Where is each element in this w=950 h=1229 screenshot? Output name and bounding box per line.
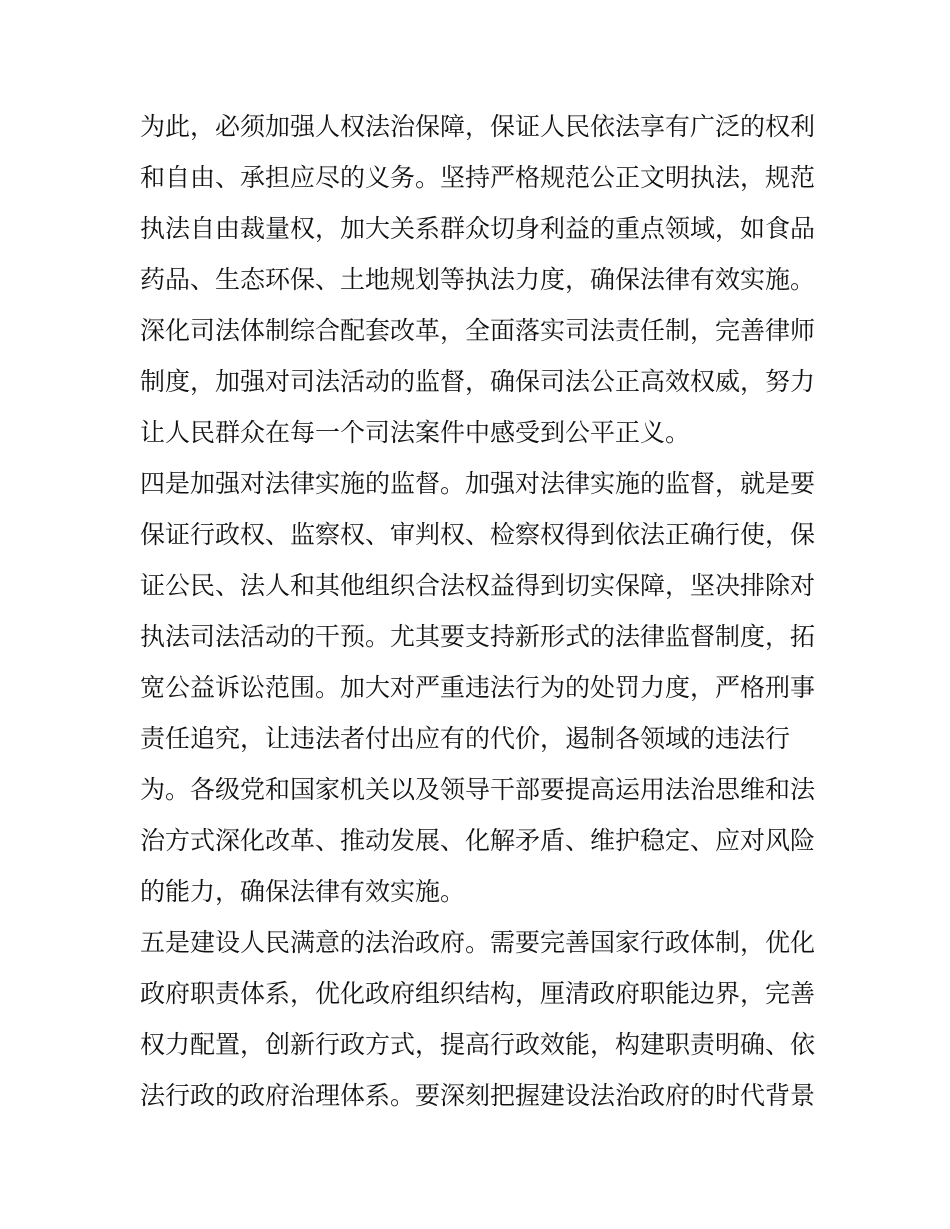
text-line: 责任追究，让违法者付出应有的代价，遏制各领域的违法行 xyxy=(140,724,791,753)
text-line: 四是加强对法律实施的监督。加强对法律实施的监督，就是要 xyxy=(140,469,815,498)
text-line: 证公民、法人和其他组织合法权益得到切实保障，坚决排除对 xyxy=(140,571,815,600)
text-line: 保证行政权、监察权、审判权、检察权得到依法正确行使，保 xyxy=(140,520,815,549)
text-line: 深化司法体制综合配套改革，全面落实司法责任制，完善律师 xyxy=(140,316,815,345)
text-line: 制度，加强对司法活动的监督，确保司法公正高效权威，努力 xyxy=(140,367,815,396)
text-line: 政府职责体系，优化政府组织结构，厘清政府职能边界，完善 xyxy=(140,979,815,1008)
text-line: 执法自由裁量权，加大关系群众切身利益的重点领域，如食品 xyxy=(140,214,815,243)
text-line: 的能力，确保法律有效实施。 xyxy=(140,877,466,906)
text-line: 执法司法活动的干预。尤其要支持新形式的法律监督制度，拓 xyxy=(140,622,815,651)
text-line: 为此，必须加强人权法治保障，保证人民依法享有广泛的权利 xyxy=(140,112,815,141)
text-line: 让人民群众在每一个司法案件中感受到公平正义。 xyxy=(140,418,691,447)
text-line: 药品、生态环保、土地规划等执法力度，确保法律有效实施。 xyxy=(140,265,815,294)
text-line: 宽公益诉讼范围。加大对严重违法行为的处罚力度，严格刑事 xyxy=(140,673,815,702)
text-line: 和自由、承担应尽的义务。坚持严格规范公正文明执法，规范 xyxy=(140,163,815,192)
text-line: 五是建设人民满意的法治政府。需要完善国家行政体制，优化 xyxy=(140,928,815,957)
text-line: 法行政的政府治理体系。要深刻把握建设法治政府的时代背景 xyxy=(140,1081,815,1110)
document-body xyxy=(140,101,815,1121)
text-line: 治方式深化改革、推动发展、化解矛盾、维护稳定、应对风险 xyxy=(140,826,815,855)
text-line: 权力配置，创新行政方式，提高行政效能，构建职责明确、依 xyxy=(140,1030,815,1059)
text-line: 为。各级党和国家机关以及领导干部要提高运用法治思维和法 xyxy=(140,775,815,804)
